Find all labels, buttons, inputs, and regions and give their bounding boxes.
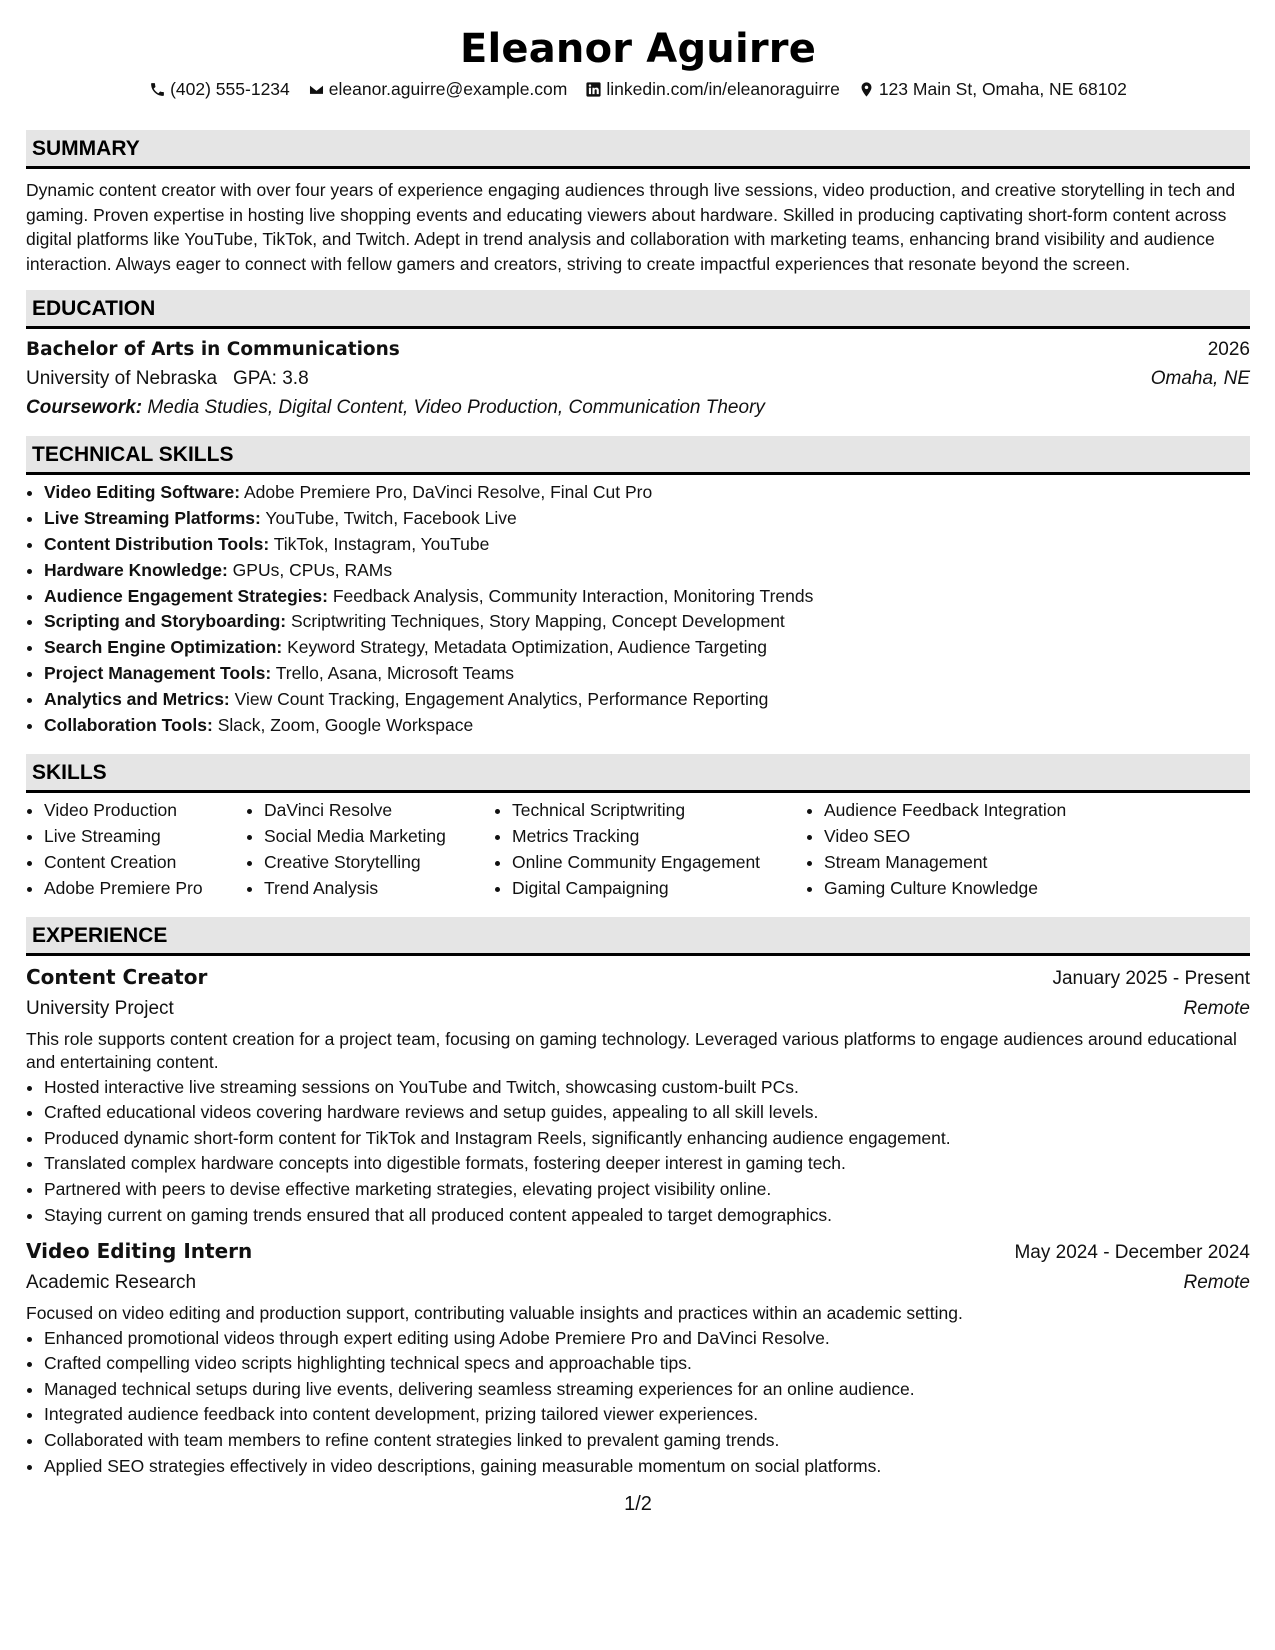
tech-skill-value: View Count Tracking, Engagement Analytics, Performance Reporting <box>234 688 769 709</box>
skill-item: • Adobe Premiere Pro <box>44 876 246 902</box>
skill-item: • Audience Feedback Integration <box>824 798 1124 824</box>
job-bullet: • Enhanced promotional videos through expert editing using Adobe Premiere Pro and DaVinci Resolve. <box>44 1326 1250 1352</box>
contact-address-text: 123 Main St, Omaha, NE 68102 <box>878 79 1127 99</box>
skills-column-3 <box>494 798 806 901</box>
job-bullet: • Crafted compelling video scripts highlighting technical specs and approachable tips. <box>44 1351 1250 1377</box>
skill-item: • Digital Campaigning <box>512 876 806 902</box>
contact-linkedin-text: linkedin.com/in/eleanoraguirre <box>606 79 840 99</box>
tech-skill-value: TikTok, Instagram, YouTube <box>273 533 490 554</box>
tech-skill-label: Search Engine Optimization: <box>44 637 283 658</box>
school-name: University of Nebraska <box>26 368 218 390</box>
experience-heading: EXPERIENCE <box>26 917 1250 956</box>
tech-skill-item <box>44 584 1250 610</box>
job-title-row <box>26 1236 1250 1268</box>
job-bullet: • Translated complex hardware concepts into digestible formats, fostering deeper interest in gaming tech. <box>44 1151 1250 1177</box>
skill-item: • Creative Storytelling <box>264 850 494 876</box>
job-entry <box>26 962 1250 1229</box>
job-dates: January 2025 - Present <box>1052 967 1250 989</box>
skill-item: • Stream Management <box>824 850 1124 876</box>
coursework-list: Media Studies, Digital Content, Video Production, Communication Theory <box>147 397 765 419</box>
page-number: 1/2 <box>624 1493 652 1515</box>
tech-skill-value: Scriptwriting Techniques, Story Mapping, Concept Development <box>290 611 785 632</box>
job-title: Video Editing Intern <box>26 1239 253 1264</box>
job-bullet: • Staying current on gaming trends ensured that all produced content appealed to target demographics. <box>44 1203 1250 1229</box>
tech-skill-label: Scripting and Storyboarding: <box>44 611 287 632</box>
gpa: GPA: 3.8 <box>232 368 309 390</box>
skills-heading: SKILLS <box>26 754 1250 793</box>
resume-page <box>26 0 1250 1650</box>
job-bullets <box>26 1075 1250 1229</box>
skill-item: • Live Streaming <box>44 824 246 850</box>
candidate-name: Eleanor Aguirre <box>459 26 817 72</box>
technical-skills-heading: TECHNICAL SKILLS <box>26 436 1250 475</box>
education-school-row <box>26 364 1250 393</box>
envelope-icon <box>308 81 325 98</box>
job-bullet: • Managed technical setups during live events, delivering seamless streaming experiences for an online audience. <box>44 1377 1250 1403</box>
skill-item: • Technical Scriptwriting <box>512 798 806 824</box>
map-pin-icon <box>858 81 875 98</box>
tech-skill-value: GPUs, CPUs, RAMs <box>232 559 393 580</box>
job-bullet: • Applied SEO strategies effectively in video descriptions, gaining measurable momentum on social platforms. <box>44 1454 1250 1480</box>
job-bullet: • Hosted interactive live streaming sessions on YouTube and Twitch, showcasing custom-built PCs. <box>44 1075 1250 1101</box>
job-org: University Project <box>26 997 174 1019</box>
tech-skill-value: Trello, Asana, Microsoft Teams <box>275 662 515 683</box>
phone-icon <box>149 81 166 98</box>
skill-item: • Online Community Engagement <box>512 850 806 876</box>
summary-section <box>26 130 1250 276</box>
tech-skill-label: Analytics and Metrics: <box>44 688 230 709</box>
summary-text: Dynamic content creator with over four years of experience engaging audiences through live sessions, video production, and creative storytelling in tech and gaming. Proven expertise in hosting live shopping events and educating viewers about hardware. Skilled in producing captivating short-form content across digital platforms like YouTube, TikTok, and Twitch. Adept in trend analysis and collaboration with marketing teams, enhancing brand visibility and audience interaction. Always eager to connect with fellow gamers and creators, striving to create impactful experiences that resonate beyond the screen. <box>26 180 1236 274</box>
tech-skill-item <box>44 506 1250 532</box>
tech-skill-value: Keyword Strategy, Metadata Optimization, Audience Targeting <box>287 637 768 658</box>
education-degree-row <box>26 335 1250 364</box>
job-title: Content Creator <box>26 964 208 989</box>
skills-column-2 <box>246 798 494 901</box>
job-bullet: • Produced dynamic short-form content for TikTok and Instagram Reels, significantly enhancing audience engagement. <box>44 1126 1250 1152</box>
school-info <box>26 364 309 393</box>
job-bullet: • Collaborated with team members to refine content strategies linked to prevalent gaming trends. <box>44 1428 1250 1454</box>
tech-skill-item <box>44 480 1250 506</box>
contact-address <box>858 78 1127 100</box>
contact-email-text: eleanor.aguirre@example.com <box>328 79 568 99</box>
contact-linkedin[interactable] <box>585 78 839 100</box>
job-entry <box>26 1236 1250 1479</box>
tech-skill-label: Live Streaming Platforms: <box>44 508 261 529</box>
job-description: Focused on video editing and production support, contributing valuable insights and practices within an academic setting. <box>26 1303 963 1324</box>
tech-skill-label: Hardware Knowledge: <box>44 559 228 580</box>
job-location: Remote <box>1183 1272 1250 1294</box>
job-org: Academic Research <box>26 1272 197 1294</box>
tech-skill-label: Video Editing Software: <box>44 482 241 503</box>
tech-skill-value: Slack, Zoom, Google Workspace <box>217 714 474 735</box>
job-bullet: • Crafted educational videos covering hardware reviews and setup guides, appealing to all skill levels. <box>44 1100 1250 1126</box>
technical-skills-list <box>26 480 1250 738</box>
skills-section <box>26 754 1250 901</box>
tech-skill-item <box>44 532 1250 558</box>
job-bullet: • Integrated audience feedback into content development, prizing tailored viewer experiences. <box>44 1402 1250 1428</box>
job-location: Remote <box>1183 997 1250 1019</box>
tech-skill-value: Adobe Premiere Pro, DaVinci Resolve, Final Cut Pro <box>244 482 653 503</box>
skills-column-1 <box>26 798 246 901</box>
skills-grid <box>26 798 1250 901</box>
school-location: Omaha, NE <box>1150 368 1250 390</box>
skill-item: • Social Media Marketing <box>264 824 494 850</box>
experience-section <box>26 917 1250 1480</box>
skill-item: • DaVinci Resolve <box>264 798 494 824</box>
contact-bar <box>26 78 1250 100</box>
skill-item: • Trend Analysis <box>264 876 494 902</box>
tech-skill-item <box>44 609 1250 635</box>
tech-skill-label: Collaboration Tools: <box>44 714 213 735</box>
tech-skill-item <box>44 713 1250 739</box>
tech-skill-item <box>44 558 1250 584</box>
summary-heading: SUMMARY <box>26 130 1250 169</box>
job-description: This role supports content creation for a project team, focusing on gaming technology. Leveraged various platforms to engage audiences around educational and entertaining content. <box>26 1028 1237 1073</box>
education-heading: EDUCATION <box>26 290 1250 329</box>
tech-skill-label: Project Management Tools: <box>44 662 272 683</box>
tech-skill-value: Feedback Analysis, Community Interaction, Monitoring Trends <box>332 585 814 606</box>
job-title-row <box>26 962 1250 994</box>
skill-item: • Video Production <box>44 798 246 824</box>
job-org-row <box>26 994 1250 1024</box>
skills-column-4 <box>806 798 1124 901</box>
contact-email[interactable] <box>308 78 568 100</box>
contact-phone[interactable] <box>149 78 290 100</box>
coursework-label: Coursework: <box>26 397 143 419</box>
job-org-row <box>26 1268 1250 1298</box>
skill-item: • Video SEO <box>824 824 1124 850</box>
tech-skill-value: YouTube, Twitch, Facebook Live <box>265 508 517 529</box>
degree-name: Bachelor of Arts in Communications <box>26 339 400 361</box>
job-bullet: • Partnered with peers to devise effective marketing strategies, elevating project visibility online. <box>44 1177 1250 1203</box>
tech-skill-item <box>44 661 1250 687</box>
job-dates: May 2024 - December 2024 <box>1014 1242 1250 1264</box>
linkedin-icon <box>585 81 602 98</box>
coursework-line <box>26 393 1250 422</box>
degree-year: 2026 <box>1207 339 1250 361</box>
skill-item: • Content Creation <box>44 850 246 876</box>
tech-skill-item <box>44 635 1250 661</box>
technical-skills-section <box>26 436 1250 738</box>
education-section <box>26 290 1250 422</box>
skill-item: • Gaming Culture Knowledge <box>824 876 1124 902</box>
tech-skill-label: Content Distribution Tools: <box>44 533 270 554</box>
contact-phone-text: (402) 555-1234 <box>170 79 290 99</box>
job-bullets <box>26 1326 1250 1480</box>
tech-skill-label: Audience Engagement Strategies: <box>44 585 328 606</box>
tech-skill-item <box>44 687 1250 713</box>
skill-item: • Metrics Tracking <box>512 824 806 850</box>
